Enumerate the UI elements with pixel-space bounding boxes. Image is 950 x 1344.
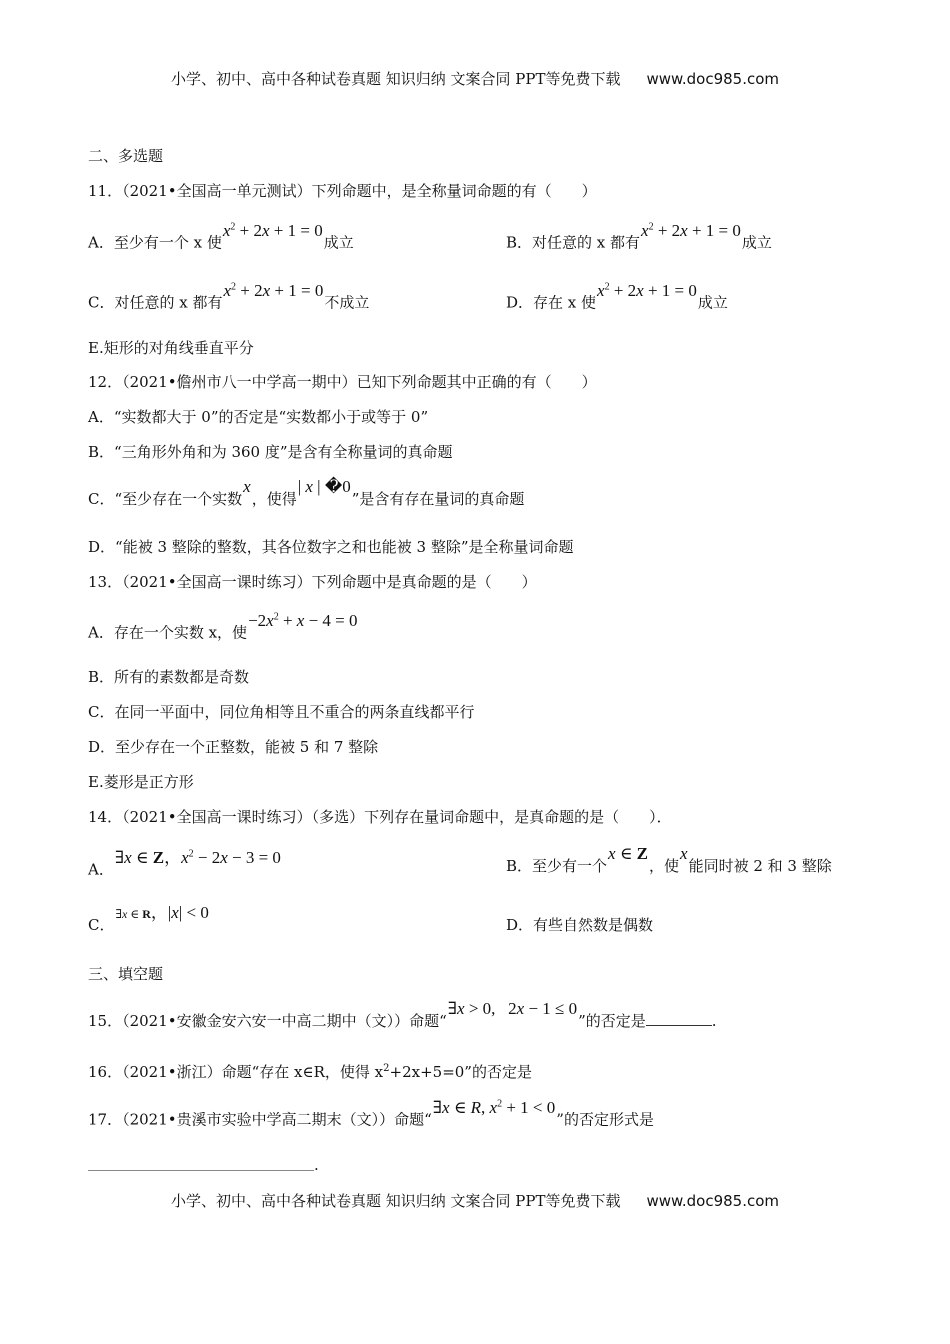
q17-post: ”的否定形式是 (556, 1110, 654, 1129)
q14-b-pre: B．至少有一个 (506, 857, 608, 875)
q11-b (506, 220, 772, 254)
q13-c: C．在同一平面中，同位角相等且不重合的两条直线都平行 (88, 703, 475, 721)
q12-c-pre: C．“至少存在一个实数 (88, 490, 243, 508)
q12-d: D．“能被 3 整除的整数，其各位数字之和也能被 3 整除”是全称量词命题 (88, 538, 574, 556)
q14-c-pre: C． (88, 916, 115, 934)
header-text: 小学、初中、高中各种试卷真题 知识归纳 文案合同 PPT等免费下载 (170, 70, 621, 88)
page-header (0, 68, 950, 89)
q14-b-post: 能同时被 2 和 3 整除 (688, 857, 832, 875)
q11-options-ab (88, 220, 772, 254)
q17-answer-blank[interactable] (88, 1170, 314, 1171)
q14-options-cd (88, 903, 654, 937)
section-title-multi: 二、多选题 (88, 147, 164, 165)
header-site[interactable]: www.doc985.com (646, 70, 780, 88)
q16-sup: 2 (383, 1063, 390, 1074)
footer-text: 小学、初中、高中各种试卷真题 知识归纳 文案合同 PPT等免费下载 (170, 1192, 621, 1210)
q12-c-formula: | x | �0 (297, 477, 351, 496)
q11-c-formula: $x^2 + 2x + 1 = 0$ (223, 280, 324, 300)
q11-a-pre: A．至少有一个 x 使 (88, 233, 222, 252)
q14-b-formula: x ∈ Z (608, 844, 649, 863)
q13-a-pre: A．存在一个实数 x，使 (88, 623, 248, 642)
q14-b (506, 844, 832, 877)
q15 (88, 999, 717, 1032)
q11-d-formula: $x^2 + 2x + 1 = 0$ (597, 280, 697, 300)
q11-a-post: 成立 (323, 233, 354, 252)
q15-answer-blank[interactable] (646, 1011, 712, 1026)
q11-e: E.矩形的对角线垂直平分 (88, 339, 254, 357)
q11-c-post: 不成立 (324, 293, 370, 312)
q12-c-post: ”是含有存在量词的真命题 (351, 490, 525, 508)
q11-c-pre: C．对任意的 x 都有 (88, 293, 223, 312)
q13-b: B．所有的素数都是奇数 (88, 668, 250, 686)
q11-d-pre: D．存在 x 使 (506, 293, 597, 312)
q17-pre: 17．（2021•贵溪市实验中学高二期末（文））命题“ (88, 1110, 432, 1129)
q13-d: D．至少存在一个正整数，能被 5 和 7 整除 (88, 738, 379, 756)
q14-c-formula: ∃x ∈ R，|x| < 0 (115, 903, 209, 922)
q12-c-var: x (243, 477, 251, 496)
q12-c-mid: ，使得 (251, 490, 297, 508)
q14-b-var: x (680, 844, 688, 863)
q14-d: D．有些自然数是偶数 (506, 916, 654, 934)
q15-pre: 15．（2021•安徽金安六安一中高二期中（文））命题“ (88, 1012, 447, 1030)
q11-options-cd (88, 280, 728, 314)
q12-c (88, 477, 525, 510)
q17 (88, 1097, 654, 1131)
q14-a-formula: ∃x ∈ Z，$x^2 - 2x - 3 = 0$ (114, 847, 281, 867)
q12-b: B．“三角形外角和为 360 度”是含有全称量词的真命题 (88, 443, 453, 461)
q11-stem: 11．（2021•全国高一单元测试）下列命题中，是全称量词命题的有（ ） (88, 182, 597, 200)
page-footer (0, 1190, 950, 1211)
q11-d-post: 成立 (697, 293, 728, 312)
q15-formula: ∃x > 0, 2x − 1 ≤ 0 (447, 999, 578, 1018)
q11-a-formula: $x^2 + 2x + 1 = 0$ (222, 220, 323, 240)
q11-d (506, 280, 728, 314)
q16-mid: +2x+5=0”的否定是 (389, 1063, 532, 1081)
q13-stem: 13．（2021•全国高一课时练习）下列命题中是真命题的是（ ） (88, 573, 537, 591)
q11-b-pre: B．对任意的 x 都有 (506, 233, 641, 252)
q11-b-post: 成立 (741, 233, 772, 252)
q16-pre: 16．（2021•浙江）命题“存在 x∈R，使得 x (88, 1063, 384, 1081)
q15-post: ”的否定是 (578, 1012, 646, 1030)
q16 (88, 1058, 532, 1083)
q12-stem: 12．（2021•儋州市八一中学高一期中）已知下列命题其中正确的有（ ） (88, 373, 597, 391)
q14-a-pre: A． (88, 860, 114, 879)
q17-formula: ∃x ∈ R, $x^2 + 1 < 0$ (432, 1097, 556, 1117)
q13-a-formula: $-2x^2 + x - 4 = 0$ (248, 610, 358, 630)
footer-site[interactable]: www.doc985.com (646, 1192, 780, 1210)
q14-stem: 14．（2021•全国高一课时练习）（多选）下列存在量词命题中，是真命题的是（ ）． (88, 808, 672, 826)
q15-end: . (711, 1012, 717, 1030)
q17-end: . (314, 1156, 319, 1174)
q14-options-ab (88, 844, 832, 881)
q12-a: A．“实数都大于 0”的否定是“实数都小于或等于 0” (88, 408, 429, 426)
q13-a (88, 610, 359, 644)
q11-b-formula: $x^2 + 2x + 1 = 0$ (641, 220, 741, 240)
q13-e: E.菱形是正方形 (88, 773, 194, 791)
q14-b-mid: ，使 (649, 857, 680, 875)
section-title-fill: 三、填空题 (88, 965, 164, 983)
